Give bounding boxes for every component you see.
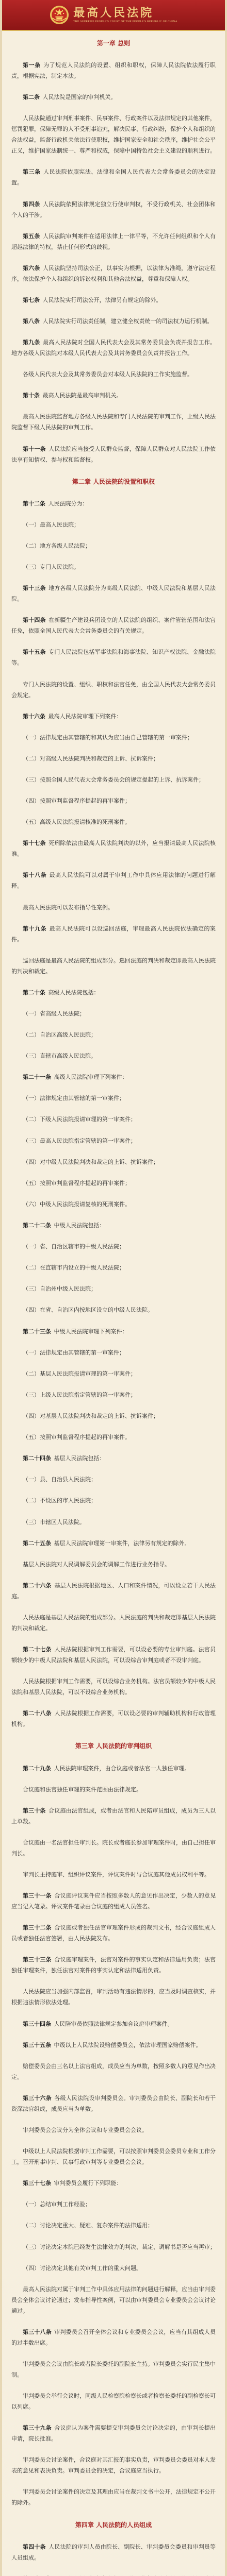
article-text: 人民法院分为：: [48, 500, 88, 507]
article-item: （一）县、自治县人民法院；: [23, 1476, 96, 1483]
article-text: 合议庭评议案件应当按照多数人的意见作出决定，少数人的意见应当记入笔录。评议案件笔录由合议庭的组成人员签名。: [11, 1892, 216, 1910]
article: [11, 2327, 216, 2348]
article-paragraph: 审判委员会会议由院长或者院长委托的副院长主持。审判委员会实行民主集中制。: [11, 2360, 216, 2378]
article-paragraph: 审判委员会讨论案件的决定及其理由应当在裁判文书中公开，法律规定不公开的除外。: [11, 2488, 216, 2506]
article-text: 中级人民法院审理下列案件：: [54, 1328, 128, 1335]
article-paragraph: 人民法庭是基层人民法院的组成部分。人民法庭的判决和裁定即基层人民法院的判决和裁定。: [11, 1614, 216, 1632]
article-item: （四）在省、自治区内按地区设立的中级人民法院。: [23, 1307, 153, 1314]
article-paragraph: 合议庭由一名法官担任审判长。院长或者庭长参加审理案件时，由自己担任审判长。: [11, 1839, 216, 1857]
article-number: 第二十一条: [23, 1074, 51, 1081]
article-item: （一）省、自治区辖市的中级人民法院；: [23, 1243, 125, 1250]
article-paragraph: 最高人民法院监督地方各级人民法院和专门人民法院的审判工作，上级人民法院监督下级人民法院的审判工作。: [11, 413, 216, 431]
chapter-heading: 第三章 人民法院的审判组织: [75, 1742, 152, 1750]
article: [11, 92, 216, 103]
article-number: 第二十五条: [23, 1539, 51, 1547]
article: [11, 647, 216, 668]
article-number: 第三十条: [23, 1807, 46, 1814]
article-number: 第十条: [23, 392, 40, 399]
article: [11, 337, 216, 359]
article-text: 地方各级人民法院分为高级人民法院、中级人民法院和基层人民法院。: [11, 585, 216, 603]
article-item: （三）专门人民法院。: [23, 564, 79, 571]
page-header: [2, 0, 225, 31]
article: [11, 1922, 216, 1944]
article-text: 合议庭或者独任法官审理案件形成的裁判文书，经合议庭组成人员或者独任法官签署，由人民法院发布。: [11, 1924, 216, 1942]
article-number: 第二十八条: [23, 1710, 52, 1717]
article: [11, 1072, 216, 1082]
article-text: 高级人民法院包括：: [48, 989, 100, 996]
article-text: 人民法院坚持司法公正，以事实为根据，以法律为准绳，遵守法定程序，依法保护个人和组织的诉讼权利和其他合法权益，尊重和保障人权。: [11, 264, 216, 282]
article-text: 最高人民法院可以设巡回法庭，审理最高人民法院依法确定的案件。: [11, 925, 216, 943]
article-item: （三）按照全国人民代表大会常务委员会的规定提起的上诉、抗诉案件；: [23, 776, 204, 783]
article-number: 第二十七条: [23, 1646, 52, 1653]
article-item: （三）自治州中级人民法院；: [23, 1285, 96, 1293]
article-number: 第三十七条: [23, 2180, 51, 2187]
article: [11, 2040, 216, 2050]
article-number: 第十二条: [23, 500, 45, 507]
article: [11, 2178, 216, 2189]
article-item: （二）基层人民法院报请审理的第一审案件；: [23, 1370, 136, 1377]
article-number: 第三十五条: [23, 2041, 51, 2048]
article-text: 人民法院根据审判工作需要，可以设必要的专业审判庭。法官员额较少的中级人民法院和基层人民法院，可以设综合审判庭或者不设审判庭。: [11, 1646, 216, 1664]
article-item: （二）地方各级人民法院；: [23, 542, 91, 549]
article: [11, 263, 216, 284]
article: [11, 1708, 216, 1730]
article: [11, 498, 216, 509]
article: [11, 583, 216, 604]
article-number: 第九条: [23, 339, 40, 346]
article-number: 第三条: [23, 168, 41, 176]
court-name: 最高人民法院: [73, 6, 154, 20]
article-item: （二）对高级人民法院判决和裁定的上诉、抗诉案件；: [23, 755, 159, 762]
law-text-body: [2, 31, 225, 2576]
article-text: 基层人民法院审理第一审案件，法律另有规定的除外。: [54, 1539, 190, 1547]
article: [11, 870, 216, 891]
article: [11, 711, 216, 722]
article-text: 审判委员会召开全体会议和专业委员会会议，应当有其组成人员的过半数出席。: [11, 2328, 216, 2346]
article-number: 第三十二条: [23, 1924, 52, 1931]
article-text: 人民法院的审判人员由院长、副院长、审判委员会委员和审判员等人员组成。: [11, 2543, 216, 2561]
article-number: 第十六条: [23, 713, 45, 720]
article-text: 在新疆生产建设兵团设立的人民法院的组织、案件管辖范围和法官任免，依照全国人民代表大会常务委员会的有关规定。: [11, 617, 216, 635]
article-number: 第二十六条: [23, 1582, 52, 1589]
article-paragraph: 审判委员会举行会议时，同级人民检察院检察长或者检察长委托的副检察长可以列席。: [11, 2393, 216, 2411]
article: [11, 231, 216, 252]
article-text: 死刑除依法由最高人民法院判决的以外，应当报请最高人民法院核准。: [11, 840, 216, 858]
article-number: 第三十八条: [23, 2328, 52, 2335]
article: [11, 1326, 216, 1337]
article-number: 第四十条: [23, 2543, 46, 2550]
article-paragraph: 审判长主持庭审、组织评议案件，评议案件时与合议庭其他成员权利平等。: [23, 1871, 210, 1878]
article-item: （一）法律规定由其管辖的第一审案件；: [23, 1349, 125, 1356]
article-paragraph: 人民法院根据审判工作需要，可以设综合业务机构。法官员额较少的中级人民法院和基层人民法院，可以不设综合业务机构。: [11, 1678, 216, 1696]
article-item: （三）直辖市高级人民法院。: [23, 1053, 96, 1060]
article-text: 各级人民法院设审判委员会。审判委员会由院长、副院长和若干资深法官组成，成员应当为单数。: [11, 2094, 216, 2112]
article-number: 第二十条: [23, 989, 45, 996]
header-title-block: [73, 6, 177, 24]
article-text: 审判委员会履行下列职能：: [54, 2180, 122, 2187]
article-item: （四）按照审判监督程序提起的再审案件；: [23, 798, 131, 805]
article: [11, 1644, 216, 1666]
article: [11, 1220, 216, 1231]
article-paragraph: 专门人民法院的设置、组织、职权和法官任免，由全国人民代表大会常务委员会规定。: [11, 681, 216, 699]
article-text: 专门人民法院包括军事法院和海事法院、知识产权法院、金融法院等。: [11, 649, 216, 667]
article: [11, 1538, 216, 1549]
article-text: 最高人民法院是最高审判机关。: [42, 392, 122, 399]
article-number: 第一条: [23, 62, 41, 69]
article-number: 第五条: [23, 232, 40, 240]
article-number: 第三十四条: [23, 2020, 51, 2027]
article-item: （四）对中级人民法院判决和裁定的上诉、抗诉案件；: [23, 1158, 159, 1165]
article-item: （一）法律规定由其管辖的和其认为应当由自己管辖的第一审案件；: [23, 734, 193, 741]
article-item: （五）按照审判监督程序提起的再审案件；: [23, 1179, 131, 1187]
article-text: 中级人民法院包括：: [54, 1222, 105, 1229]
article-number: 第三十六条: [23, 2094, 52, 2102]
article: [11, 166, 216, 188]
article-item: （四）讨论决定其他有关审判工作的重大问题。: [23, 2264, 142, 2272]
article-text: 高级人民法院审理下列案件：: [54, 1074, 128, 1081]
article-number: 第二十二条: [23, 1222, 51, 1229]
article: [11, 444, 216, 465]
article-paragraph: 中级以上人民法院根据审判工作需要，可以按照审判委员会委员专业和工作分工，召开刑事审判、民事行政审判等专业委员会会议。: [11, 2148, 216, 2166]
article: [11, 1453, 216, 1464]
article-item: （二）讨论决定重大、疑难、复杂案件的法律适用；: [23, 2222, 153, 2229]
article: [11, 390, 216, 401]
article-paragraph: 最高人民法院可以发布指导性案例。: [23, 904, 113, 911]
article: [11, 316, 216, 327]
article: [11, 1580, 216, 1602]
chapter-heading: 第一章 总则: [96, 40, 131, 47]
article: [11, 2093, 216, 2114]
article: [11, 295, 216, 306]
article-text: 基层人民法院包括：: [54, 1455, 105, 1462]
article-text: 合议庭认为案件需要提交审判委员会讨论决定的，由审判长提出申请，院长批准。: [11, 2425, 216, 2443]
article: [11, 2541, 216, 2563]
article-item: （二）下级人民法院报请审理的第一审案件；: [23, 1116, 136, 1123]
article-text: 最高人民法院审理下列案件：: [48, 713, 122, 720]
article-item: （六）中级人民法院报请复核的死刑案件。: [23, 1200, 131, 1208]
article: [11, 1805, 216, 1827]
article-text: 人民法院审判案件在适用法律上一律平等，不允许任何组织和个人有超越法律的特权，禁止任何形式的歧视。: [11, 232, 216, 250]
article: [11, 987, 216, 998]
article: [11, 199, 216, 221]
article-paragraph: 人民法院通过审判刑事案件、民事案件、行政案件以及法律规定的其他案件，惩罚犯罪，保障无罪的人不受刑事追究，解决民事、行政纠纷，保护个人和组织的合法权益，监督行政机关依法行使职权，维护国家安全和社会秩序，维护社会公平正义，维护国家法制统一、尊严和权威，保障中国特色社会主义建设的顺利进行。: [11, 115, 216, 155]
article-paragraph: 最高人民法院对属于审判工作中具体应用法律的问题进行解释，应当由审判委员会全体会议讨论通过；发布指导性案例，可以由审判委员会专业委员会会议讨论通过。: [11, 2285, 216, 2314]
article-text: 人民法院实行司法责任制，建立健全权责统一的司法权力运行机制。: [42, 317, 213, 325]
article-item: （二）在直辖市内设立的中级人民法院；: [23, 1264, 125, 1272]
article-number: 第二十三条: [23, 1328, 51, 1335]
article-paragraph: 赔偿委员会由三名以上法官组成，成员应当为单数，按照多数人的意见作出决定。: [11, 2062, 216, 2080]
article-number: 第十四条: [23, 617, 46, 624]
article-text: 合议庭由法官组成，或者由法官和人民陪审员组成，成员为三人以上单数。: [11, 1807, 216, 1825]
article-text: 基层人民法院根据地区、人口和案件情况，可以设立若干人民法庭。: [11, 1582, 216, 1600]
article-text: 人民法院审理案件，由合议庭或者法官一人独任审理。: [54, 1765, 190, 1772]
article-number: 第十三条: [23, 585, 46, 592]
article-text: 合议庭审理案件，法官对案件的事实认定和法律适用负责；法官独任审理案件，独任法官对案件的事实认定和法律适用负责。: [11, 1956, 216, 1974]
article-number: 第六条: [23, 264, 40, 272]
article-item: （一）最高人民法院；: [23, 521, 79, 528]
article: [11, 60, 216, 81]
article-paragraph: 基层人民法院对人民调解委员会的调解工作进行业务指导。: [23, 1561, 170, 1568]
article-text: 中级以上人民法院设赔偿委员会，依法审理国家赔偿案件。: [54, 2041, 202, 2048]
article-paragraph: 合议庭和法官独任审理的案件范围由法律规定。: [23, 1786, 142, 1793]
article-paragraph: 各级人民代表大会及其常务委员会对本级人民法院的工作实施监督。: [23, 371, 193, 378]
article-text: 人民陪审员依照法律规定参加合议庭审理案件。: [54, 2020, 173, 2027]
article: [11, 1763, 216, 1774]
article-number: 第八条: [23, 317, 40, 325]
article-item: （三）最高人民法院指定管辖的第一审案件；: [23, 1137, 136, 1144]
article-number: 第十五条: [23, 649, 46, 656]
article-item: （一）省高级人民法院；: [23, 1010, 85, 1017]
article-item: （三）市辖区人民法院。: [23, 1518, 85, 1526]
article-item: （五）按照审判监督程序提起的再审案件。: [23, 1434, 131, 1441]
article-text: 人民法院依照法律规定独立行使审判权，不受行政机关、社会团体和个人的干涉。: [11, 200, 216, 218]
article-paragraph: 巡回法庭是最高人民法院的组成部分。巡回法庭的判决和裁定即最高人民法院的判决和裁定。: [11, 957, 216, 975]
article-text: 人民法院是国家的审判机关。: [42, 94, 117, 101]
article-number: 第二条: [23, 94, 40, 101]
article-text: 人民法院实行司法公开，法律另有规定的除外。: [42, 296, 162, 303]
article-item: （五）高级人民法院报请核准的死刑案件。: [23, 819, 131, 826]
article-item: （二）不设区的市人民法院；: [23, 1497, 96, 1504]
article: [11, 2422, 216, 2444]
article-text: 最高人民法院对全国人民代表大会及其常务委员会负责并报告工作。地方各级人民法院对本级人民代表大会及其常务委员会负责并报告工作。: [11, 339, 216, 357]
article-number: 第十一条: [23, 445, 46, 452]
article-paragraph: 人民法院应当加强内部监督，审判活动有违法情形的，应当及时调查核实，并根据违法情形依法处理。: [11, 1988, 216, 2006]
article-item: （三）上级人民法院指定管辖的第一审案件；: [23, 1391, 136, 1398]
article-text: 为了规范人民法院的设置、组织和职权，保障人民法院依法履行职责，根据宪法，制定本法。: [11, 62, 216, 80]
article: [11, 2019, 216, 2029]
article-paragraph: 审判委员会会议分为全体会议和专业委员会会议。: [23, 2126, 148, 2133]
article-number: 第七条: [23, 296, 40, 303]
chapter-heading: 第二章 人民法院的设置和职权: [72, 478, 155, 485]
article-number: 第二十九条: [23, 1765, 51, 1772]
article-number: 第十七条: [23, 840, 46, 847]
article-text: 人民法院依照宪法、法律和全国人民代表大会常务委员会的决定设置。: [11, 168, 216, 187]
article-item: （一）法律规定由其管辖的第一审案件；: [23, 1095, 125, 1102]
article-number: 第十九条: [23, 925, 47, 932]
article-number: 第三十一条: [23, 1892, 52, 1900]
article-number: 第十八条: [23, 872, 47, 879]
article-text: 人民法院应当接受人民群众监督，保障人民群众对人民法院工作依法享有知情权、参与权和监督权。: [11, 445, 216, 463]
article-paragraph: 审判委员会讨论案件，合议庭对其汇报的事实负责，审判委员会委员对本人发表的意见和表决负责。审判委员会的决定，合议庭应当执行。: [11, 2456, 216, 2475]
court-name-english: THE SUPREME PEOPLE'S COURT OF THE PEOPLE'S REPUBLIC OF CHINA: [73, 20, 177, 23]
article-number: 第三十三条: [23, 1956, 52, 1963]
article-number: 第三十九条: [23, 2425, 52, 2432]
article: [11, 1954, 216, 1976]
article-text: 人民法院根据工作需要，可以设必要的审判辅助机构和行政管理机构。: [11, 1710, 216, 1728]
article-item: （四）对基层人民法院判决和裁定的上诉、抗诉案件；: [23, 1413, 159, 1420]
article-item: （三）讨论决定本院已经发生法律效力的判决、裁定、调解书是否应当再审；: [23, 2243, 216, 2250]
article-number: 第四条: [23, 200, 40, 208]
article: [11, 2573, 216, 2576]
article-item: （二）自治区高级人民法院；: [23, 1031, 96, 1039]
article: [11, 923, 216, 945]
national-emblem-icon: [50, 5, 69, 25]
article: [11, 615, 216, 636]
article-item: （一）总结审判工作经验；: [23, 2201, 91, 2208]
article: [11, 838, 216, 859]
chapter-heading: 第四章 人民法院的人员组成: [75, 2521, 152, 2529]
article-number: 第二十四条: [23, 1455, 51, 1462]
article-text: 最高人民法院可以对属于审判工作中具体应用法律的问题进行解释。: [11, 872, 216, 890]
article: [11, 1890, 216, 1912]
